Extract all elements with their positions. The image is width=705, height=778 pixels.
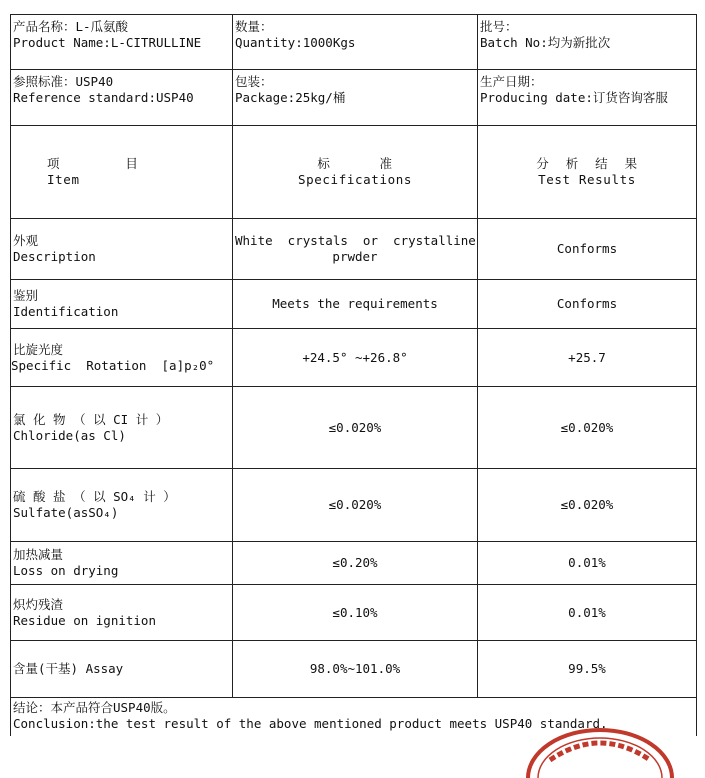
result-value: 0.01% <box>568 555 606 570</box>
coa-table <box>10 14 697 736</box>
spec-cell <box>233 219 478 280</box>
quantity-cell <box>233 15 478 70</box>
item-cell <box>11 387 233 469</box>
spec-header <box>233 126 478 219</box>
item-en: Chloride(as Cl) <box>13 427 126 443</box>
package-cell <box>233 70 478 126</box>
spec-value: White crystals or crystalline <box>235 233 476 248</box>
spec-header-cn: 标 准 <box>317 156 393 171</box>
spec-cell <box>233 329 478 387</box>
row-description <box>11 219 697 280</box>
result-cell <box>478 542 697 585</box>
result-cell <box>478 219 697 280</box>
item-en: Description <box>13 249 96 264</box>
item-en: Sulfate(asSO₄) <box>13 505 119 520</box>
date-cell <box>478 70 697 126</box>
result-cell <box>478 585 697 641</box>
result-cell <box>478 469 697 542</box>
result-value: ≤0.020% <box>560 497 614 512</box>
item-cell <box>11 641 233 698</box>
item-cn: 比旋光度 <box>13 341 64 357</box>
conclusion-row <box>11 698 697 737</box>
item-en: Specific Rotation [a]p₂0° <box>11 357 215 373</box>
date-en: Producing date:订货咨询客服 <box>480 90 668 105</box>
item-cell <box>11 280 233 329</box>
item-cn: 硫 酸 盐 （ 以 SO₄ 计 ） <box>13 489 176 504</box>
date-cn: 生产日期： <box>480 74 543 89</box>
spec-cell <box>233 387 478 469</box>
spec-value: ≤0.20% <box>332 555 378 570</box>
spec-value: ≤0.020% <box>328 419 382 435</box>
conclusion-cn: 结论：本产品符合USP40版。 <box>13 700 176 715</box>
product-name-cell <box>11 15 233 70</box>
product-name-en: Product Name:L-CITRULLINE <box>13 35 202 50</box>
spec-value: ≤0.10% <box>332 604 378 620</box>
item-cell <box>11 329 233 387</box>
item-cell <box>11 469 233 542</box>
item-cn: 炽灼残渣 <box>13 596 64 612</box>
header-row-1 <box>11 15 697 70</box>
row-specific-rotation <box>11 329 697 387</box>
item-header-cn: 项 目 <box>47 156 139 171</box>
standard-cn: 参照标准：USP40 <box>13 74 114 89</box>
spec-cell <box>233 585 478 641</box>
standard-cell <box>11 70 233 126</box>
result-header-en: Test Results <box>538 172 636 187</box>
item-en: Loss on drying <box>13 563 119 578</box>
result-cell <box>478 329 697 387</box>
item-header-en: Item <box>47 172 80 187</box>
result-header <box>478 126 697 219</box>
conclusion-en: Conclusion:the test result of the above mentioned product meets USP40 standard. <box>13 716 608 731</box>
spec-cell <box>233 542 478 585</box>
batch-en: Batch No:均为新批次 <box>480 35 611 50</box>
item-en: Identification <box>13 304 119 319</box>
spec-value: 98.0%~101.0% <box>309 661 401 676</box>
result-value: Conforms <box>556 241 618 256</box>
quantity-cn: 数量： <box>235 19 273 34</box>
spec-value: ≤0.020% <box>328 497 382 512</box>
column-header-row <box>11 126 697 219</box>
item-en: Residue on ignition <box>13 612 156 628</box>
row-sulfate <box>11 469 697 542</box>
row-identification <box>11 280 697 329</box>
item-cell <box>11 219 233 280</box>
package-en: Package:25kg/桶 <box>235 90 346 105</box>
spec-value-line2: prwder <box>332 249 378 264</box>
item-header <box>11 126 233 219</box>
spec-cell <box>233 469 478 542</box>
result-cell <box>478 280 697 329</box>
spec-cell <box>233 641 478 698</box>
item-cn: 加热减量 <box>13 547 64 562</box>
standard-en: Reference standard:USP40 <box>13 90 194 105</box>
certificate-of-analysis <box>10 14 696 736</box>
result-value: ≤0.020% <box>560 419 614 435</box>
result-value: 0.01% <box>568 604 606 620</box>
item-cell <box>11 542 233 585</box>
result-value: Conforms <box>556 296 618 311</box>
quantity-en: Quantity:1000Kgs <box>235 35 356 50</box>
result-value: +25.7 <box>568 349 606 365</box>
batch-cn: 批号： <box>480 19 518 34</box>
result-cell <box>478 641 697 698</box>
spec-header-en: Specifications <box>297 172 413 187</box>
conclusion-cell <box>11 698 697 737</box>
package-cn: 包装： <box>235 74 273 89</box>
spec-value: Meets the requirements <box>272 296 438 311</box>
item-cn: 氯 化 物 （ 以 CI 计 ） <box>13 411 169 427</box>
spec-value: +24.5° ~+26.8° <box>302 349 408 365</box>
product-name-cn: 产品名称：L-瓜氨酸 <box>13 19 129 34</box>
spec-cell <box>233 280 478 329</box>
row-loss-on-drying <box>11 542 697 585</box>
item-cn: 外观 <box>13 233 39 248</box>
item-cell <box>11 585 233 641</box>
result-header-cn: 分 析 结 果 <box>536 156 638 171</box>
item-cn: 含量(干基) Assay <box>13 661 124 676</box>
row-assay <box>11 641 697 698</box>
item-cn: 鉴别 <box>13 288 39 303</box>
batch-cell <box>478 15 697 70</box>
result-cell <box>478 387 697 469</box>
result-value: 99.5% <box>568 661 606 676</box>
row-chloride <box>11 387 697 469</box>
row-residue-on-ignition <box>11 585 697 641</box>
header-row-2 <box>11 70 697 126</box>
